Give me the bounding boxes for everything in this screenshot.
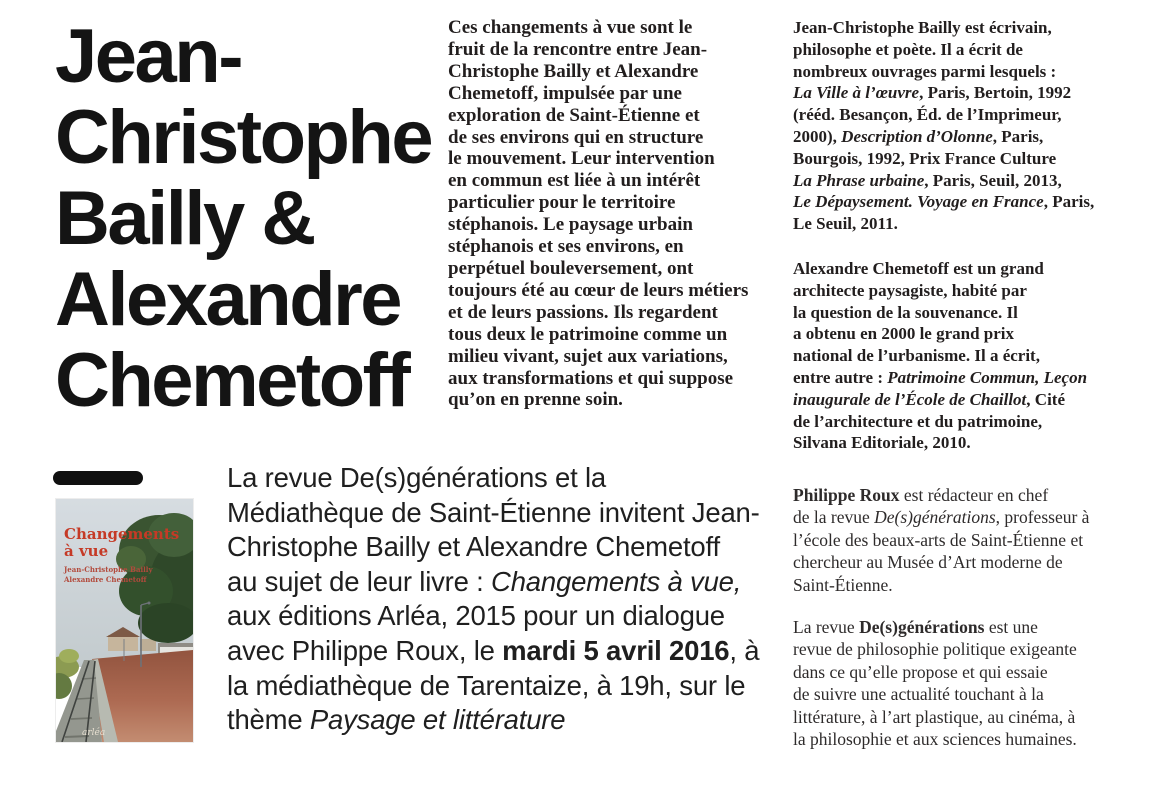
cover-author-1: Jean-Christophe Bailly <box>64 565 153 574</box>
headline-line-3: Bailly & <box>55 176 314 261</box>
cover-lamp-head <box>148 602 151 605</box>
invitation-paragraph: La revue De(s)générations et la Médiathèque de Saint-Étienne invitent Jean- Christophe Bailly et Alexandre Chemetoff au sujet de leur livre : Changements à vue, aux éditions Arléa, 2015 pour un dialogue avec Philippe Roux, le mardi 5 avril 2016, à la médiathèque de Tarentaize, à 19h, sur le thème Paysage et littérature <box>227 462 760 736</box>
bio-roux: Philippe Roux est rédacteur en chef de la revue De(s)générations, professeur à l’école des beaux-arts de Saint-Étienne et chercheur au Musée d’Art moderne de Saint-Étienne. <box>793 485 1090 595</box>
headline-line-4: Alexandre <box>55 257 400 342</box>
cover-title-line-2: à vue <box>64 542 109 560</box>
book-cover-photo <box>56 499 193 742</box>
cover-house <box>108 635 138 651</box>
cover-title-line-1: Changements <box>64 525 180 543</box>
headline <box>55 16 431 421</box>
intro-paragraph: Ces changements à vue sont le fruit de la rencontre entre Jean- Christophe Bailly et Alexandre Chemetoff, impulsée par une exploration de Saint-Étienne et de ses environs qui en structure le mouvement. Leur intervention en commun est liée à un intérêt particulier pour le territoire stéphanois. Le paysage urbain stéphanois et ses environs, en perpétuel bouleversement, ont toujours été au cœur de leurs métiers et de leurs passions. Ils regardent tous deux le patrimoine comme un milieu vivant, sujet aux variations, aux transformations et qui suppose qu’on en prenne soin. <box>448 17 749 411</box>
cover-bush <box>59 649 79 663</box>
book-cover <box>56 499 193 742</box>
divider-dash <box>53 471 143 485</box>
cover-house-2 <box>140 639 156 651</box>
headline-line-5: Chemetoff <box>55 338 409 423</box>
headline-line-2: Christophe <box>55 95 432 180</box>
cover-author-2: Alexandre Chemetoff <box>64 575 147 584</box>
headline-line-1: Jean- <box>55 14 242 99</box>
bio-bailly: Jean-Christophe Bailly est écrivain, philosophe et poète. Il a écrit de nombreux ouvrages parmi lesquels : La Ville à l’œuvre, Paris, Bertoin, 1992 (rééd. Besançon, Éd. de l’Imprimeur, 2000), Description d’Olonne, Paris, Bourgois, 1992, Prix France Culture La Phrase urbaine, Paris, Seuil, 2013, Le Dépaysement. Voyage en France, Paris, Le Seuil, 2011. <box>793 18 1095 234</box>
cover-publisher: arléa <box>82 728 106 738</box>
bio-revue: La revue De(s)générations est une revue de philosophie politique exigeante dans ce qu’elle propose et qui essaie de suivre une actualité touchant à la littérature, à l’art plastique, au cinéma, à la philosophie et aux sciences humaines. <box>793 617 1077 750</box>
bio-chemetoff: Alexandre Chemetoff est un grand architecte paysagiste, habité par la question de la souvenance. Il a obtenu en 2000 le grand prix national de l’urbanisme. Il a écrit, entre autre : Patrimoine Commun, Leçon inaugurale de l’École de Chaillot, Cité de l’architecture et du patrimoine, Silvana Editoriale, 2010. <box>793 259 1088 453</box>
